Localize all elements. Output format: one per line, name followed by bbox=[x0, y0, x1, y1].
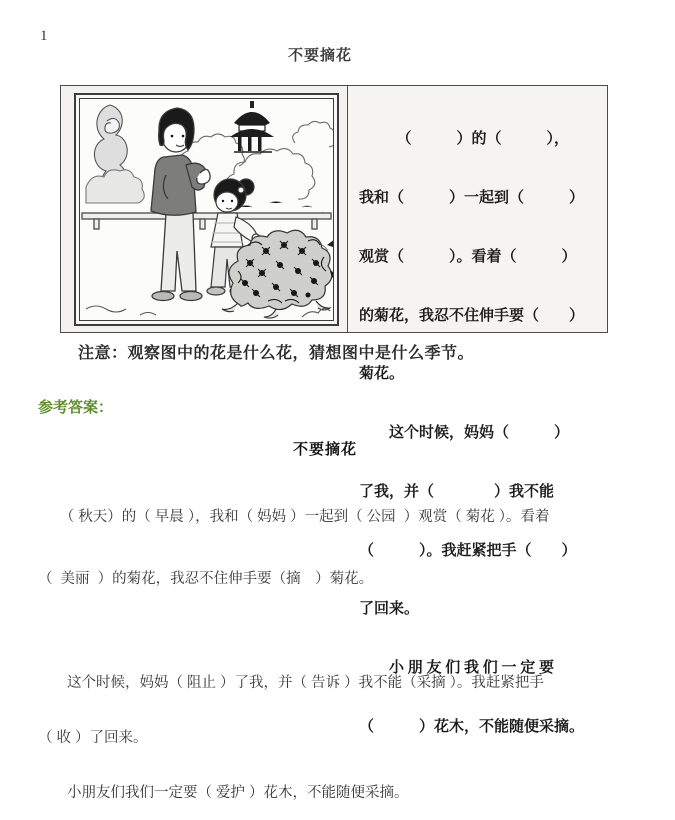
fill-blank-line: 的菊花，我忍不住伸手要（ ） bbox=[359, 307, 585, 324]
fill-blank-line: 这个时候，妈妈（ ） bbox=[359, 425, 570, 442]
page-number: 1 bbox=[40, 28, 48, 44]
fill-blank-line: 观赏（ ）。看着（ ） bbox=[359, 248, 577, 265]
worksheet-note: 注意：观察图中的花是什么花，猜想图中是什么季节。 bbox=[78, 345, 475, 362]
answer-section-label: 参考答案： bbox=[38, 399, 114, 416]
fill-blank-line: 了回来。 bbox=[359, 601, 420, 618]
answer-line: （ 秋天）的（ 早晨 ），我和（ 妈妈 ）一起到（ 公园 ）观赏（ 菊花 ）。看着 bbox=[38, 509, 550, 525]
fill-blank-line: 了我，并（ ）我不能 bbox=[359, 483, 555, 500]
fill-blank-line: （ ）。我赶紧把手（ ） bbox=[359, 542, 577, 559]
illustration-cell bbox=[61, 86, 348, 332]
answer-line: （ 收 ）了回来。 bbox=[38, 730, 148, 746]
illustration-frame bbox=[74, 93, 339, 326]
answer-text bbox=[38, 470, 638, 820]
answer-line: 这个时候，妈妈（ 阻止 ）了我，并（ 告诉 ）我不能（采摘 ）。我赶紧把手 bbox=[38, 675, 544, 691]
answer-line: 小朋友们我们一定要（ 爱护 ）花木，不能随便采摘。 bbox=[38, 785, 409, 801]
fill-blank-line: （ ）花木，不能随便采摘。 bbox=[359, 719, 585, 735]
answer-line: （ 美丽 ）的菊花，我忍不住伸手要（摘 ）菊花。 bbox=[38, 571, 374, 587]
fill-blank-line: 菊花。 bbox=[359, 366, 405, 383]
fill-blank-line: 小 朋 友 们 我 们 一 定 要 bbox=[359, 660, 555, 677]
page-title: 不要摘花 bbox=[287, 47, 352, 64]
fill-blank-line: （ ）的（ ）， bbox=[359, 131, 570, 148]
answer-paragraph-gap bbox=[38, 626, 638, 640]
mother-child-flower-illustration bbox=[80, 99, 333, 320]
fill-in-text-cell bbox=[348, 86, 607, 735]
fill-blank-line: 我和（ ）一起到（ ） bbox=[359, 189, 585, 206]
answer-title: 不要摘花 bbox=[292, 441, 357, 458]
